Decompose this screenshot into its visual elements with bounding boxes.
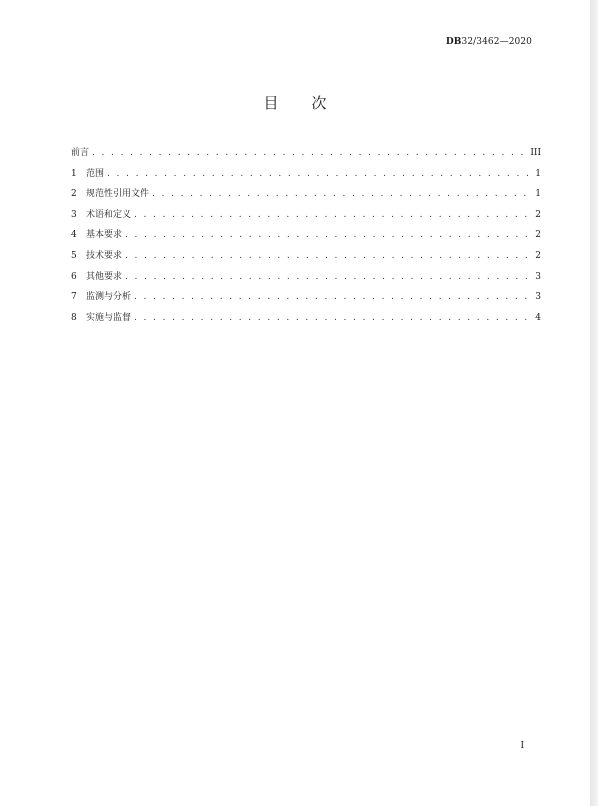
toc-entry-6[interactable] bbox=[71, 269, 541, 290]
toc-entry-page: 1 bbox=[535, 168, 541, 179]
toc-entry-2[interactable] bbox=[71, 186, 541, 207]
document-code-prefix: DB bbox=[445, 37, 462, 47]
toc-entry-number: 2 bbox=[71, 189, 77, 200]
toc-entry-label: 其他要求 bbox=[86, 271, 123, 282]
toc-entry-8[interactable] bbox=[71, 310, 541, 331]
toc-leader-dots bbox=[107, 169, 533, 179]
toc-entry-page: 2 bbox=[535, 250, 541, 261]
toc-entry-number: 7 bbox=[71, 292, 77, 303]
toc-leader-dots bbox=[92, 148, 528, 158]
toc-entry-foreword[interactable] bbox=[71, 145, 541, 166]
toc-entry-number: 6 bbox=[71, 271, 77, 282]
page-number: I bbox=[520, 741, 524, 751]
toc-entry-page: 1 bbox=[535, 189, 541, 200]
toc-entry-page: 3 bbox=[535, 271, 541, 282]
toc-entry-5[interactable] bbox=[71, 248, 541, 269]
page-edge-shadow bbox=[590, 0, 598, 806]
toc-entry-label: 基本要求 bbox=[86, 230, 123, 241]
toc-leader-dots bbox=[152, 189, 533, 199]
toc-entry-label: 实施与监督 bbox=[86, 312, 132, 323]
toc-entry-label: 术语和定义 bbox=[86, 209, 132, 220]
toc-entry-label: 技术要求 bbox=[86, 250, 123, 261]
toc-entry-4[interactable] bbox=[71, 227, 541, 248]
toc-entry-number: 5 bbox=[71, 250, 77, 261]
document-code bbox=[446, 37, 532, 47]
toc-entry-7[interactable] bbox=[71, 289, 541, 310]
toc-leader-dots bbox=[125, 272, 533, 282]
table-of-contents bbox=[71, 145, 541, 330]
toc-entry-number: 4 bbox=[71, 230, 77, 241]
toc-leader-dots bbox=[134, 313, 533, 323]
toc-entry-number: 8 bbox=[71, 312, 77, 323]
toc-leader-dots bbox=[125, 251, 533, 261]
toc-entry-1[interactable] bbox=[71, 166, 541, 187]
toc-entry-page: 3 bbox=[535, 292, 541, 303]
toc-entry-label: 规范性引用文件 bbox=[86, 189, 150, 200]
toc-entry-page: 2 bbox=[535, 209, 541, 220]
toc-entry-label: 前言 bbox=[71, 148, 90, 158]
toc-entry-number: 1 bbox=[71, 168, 77, 179]
toc-entry-number: 3 bbox=[71, 209, 77, 220]
toc-entry-label: 监测与分析 bbox=[86, 292, 132, 303]
toc-leader-dots bbox=[134, 292, 533, 302]
toc-entry-page: 4 bbox=[535, 312, 541, 323]
document-code-number: 32/3462—2020 bbox=[461, 37, 532, 47]
toc-entry-page: III bbox=[530, 148, 541, 158]
toc-entry-3[interactable] bbox=[71, 207, 541, 228]
toc-entry-page: 2 bbox=[535, 230, 541, 241]
toc-leader-dots bbox=[134, 210, 533, 220]
toc-leader-dots bbox=[125, 230, 533, 240]
toc-entry-label: 范围 bbox=[86, 168, 105, 179]
page-title: 目次 bbox=[263, 94, 360, 112]
